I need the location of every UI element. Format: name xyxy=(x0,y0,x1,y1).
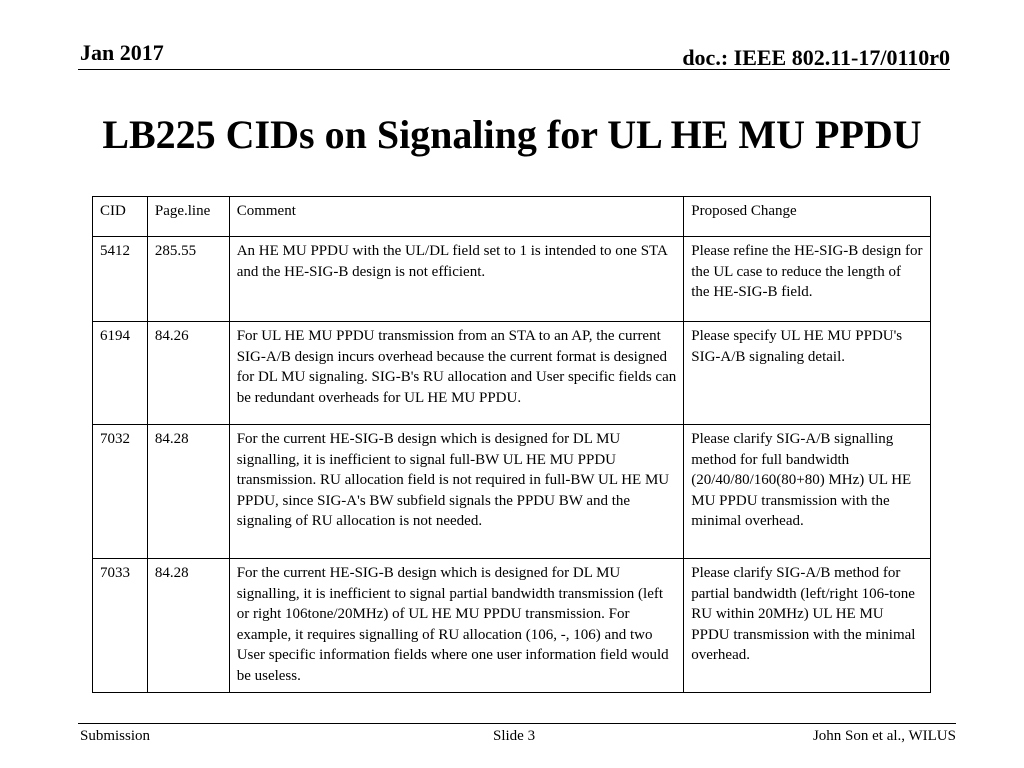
cell-cid: 6194 xyxy=(93,322,148,425)
column-header-page-line: Page.line xyxy=(147,197,229,237)
table-row xyxy=(93,237,931,322)
cell-page-line: 84.28 xyxy=(147,425,229,559)
cell-comment: For the current HE-SIG-B design which is designed for DL MU signalling, it is inefficient to signal partial bandwidth transmission (left or right 106tone/20MHz) of UL HE MU PPDU transmission. For example, it requires signalling of RU allocation (106, -, 106) and two User specific information fields where one user information field would be useless. xyxy=(229,559,684,693)
cell-proposed-change: Please clarify SIG-A/B method for partial bandwidth (left/right 106-tone RU within 20MHz) UL HE MU PPDU transmission with the minimal overhead. xyxy=(684,559,931,693)
header-doc-id: doc.: IEEE 802.11-17/0110r0 xyxy=(682,45,950,70)
header-date: Jan 2017 xyxy=(80,40,164,65)
column-header-comment: Comment xyxy=(229,197,684,237)
cell-comment: For the current HE-SIG-B design which is designed for DL MU signalling, it is inefficient to signal full-BW UL HE MU PPDU transmission. RU allocation field is not required in full-BW UL HE MU PPDU, since SIG-A's BW subfield signals the PPDU BW and the signaling of RU allocation is not needed. xyxy=(229,425,684,559)
cell-proposed-change: Please refine the HE-SIG-B design for the UL case to reduce the length of the HE-SIG-B field. xyxy=(684,237,931,322)
column-header-proposed-change: Proposed Change xyxy=(684,197,931,237)
cell-page-line: 84.28 xyxy=(147,559,229,693)
header-divider xyxy=(78,69,950,70)
cell-cid: 7033 xyxy=(93,559,148,693)
cell-cid: 7032 xyxy=(93,425,148,559)
cell-page-line: 285.55 xyxy=(147,237,229,322)
cell-proposed-change: Please clarify SIG-A/B signalling method for full bandwidth (20/40/80/160(80+80) MHz) UL HE MU PPDU transmission with the minimal overhead. xyxy=(684,425,931,559)
table-row xyxy=(93,559,931,693)
footer-divider xyxy=(78,723,956,724)
cell-proposed-change: Please specify UL HE MU PPDU's SIG-A/B signaling detail. xyxy=(684,322,931,425)
cell-comment: For UL HE MU PPDU transmission from an STA to an AP, the current SIG-A/B design incurs overhead because the current format is designed for DL MU signaling. SIG-B's RU allocation and User specific fields can be redundant overheads for UL HE MU PPDU. xyxy=(229,322,684,425)
footer-authors: John Son et al., WILUS xyxy=(812,728,956,744)
table-row xyxy=(93,322,931,425)
cell-cid: 5412 xyxy=(93,237,148,322)
slide-title: LB225 CIDs on Signaling for UL HE MU PPDU xyxy=(102,112,922,157)
column-header-cid: CID xyxy=(93,197,148,237)
footer-slide-number: Slide 3 xyxy=(493,728,536,744)
table-row xyxy=(93,425,931,559)
cid-table xyxy=(92,196,931,693)
cell-comment: An HE MU PPDU with the UL/DL field set to 1 is intended to one STA and the HE-SIG-B design is not efficient. xyxy=(229,237,684,322)
cell-page-line: 84.26 xyxy=(147,322,229,425)
table-header-row xyxy=(93,197,931,237)
footer-submission: Submission xyxy=(80,728,151,744)
